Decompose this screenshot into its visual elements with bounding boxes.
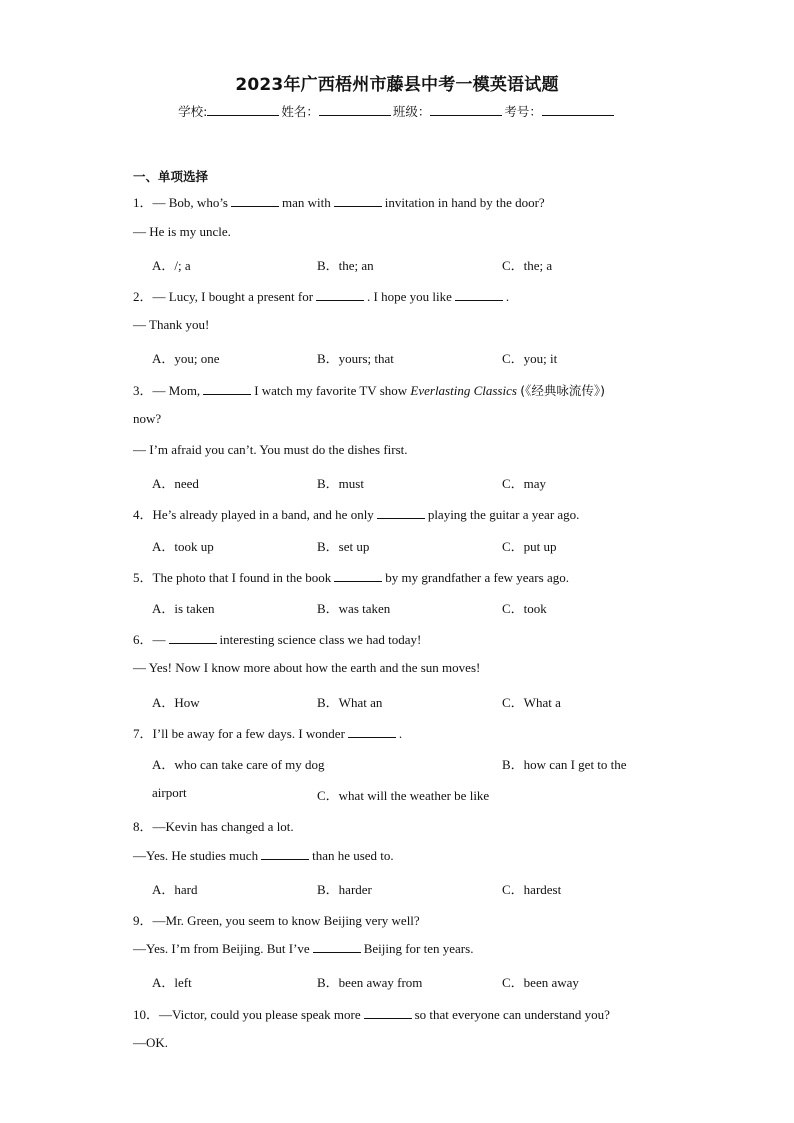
question-text: — — [152, 632, 166, 647]
option-c[interactable]: C．may — [502, 476, 547, 491]
number-label: 考号： — [504, 104, 542, 119]
question-number: 10． — [133, 1007, 160, 1022]
school-blank[interactable] — [207, 103, 279, 116]
question-text: — Lucy, I bought a present for — [152, 289, 314, 304]
question-9-line-1 — [133, 910, 420, 929]
question-text: . I hope you like — [367, 289, 452, 304]
question-text: —Victor, could you please speak more — [159, 1007, 361, 1022]
question-2-line-1 — [133, 286, 509, 305]
option-b[interactable]: B．was taken — [317, 601, 391, 616]
question-9-line-2 — [133, 941, 473, 957]
question-5-line-1 — [133, 567, 569, 586]
question-2-line-2: — Thank you! — [133, 317, 210, 332]
student-info-line — [0, 102, 794, 120]
question-text: so that everyone can understand you? — [414, 1007, 610, 1022]
page-title: 2023年广西梧州市藤县中考一模英语试题 — [235, 75, 559, 95]
question-text: (《经典咏流传》) — [520, 383, 605, 398]
question-text: —Yes. He studies much — [133, 848, 259, 863]
option-c[interactable]: C．took — [502, 601, 547, 616]
name-label: 姓名： — [281, 104, 319, 119]
question-text: I’ll be away for a few days. I wonder — [152, 726, 345, 741]
question-text: . — [505, 289, 510, 304]
question-text: Beijing for ten years. — [363, 941, 474, 956]
option-b[interactable]: B．What an — [317, 695, 383, 710]
question-text: — Bob, who’s — [152, 195, 228, 210]
answer-blank[interactable] — [261, 848, 309, 860]
question-6-line-2: — Yes! Now I know more about how the earth and the sun moves! — [133, 660, 481, 675]
question-number: 8． — [133, 819, 153, 834]
question-3-line-2: now? — [133, 411, 162, 426]
answer-blank[interactable] — [334, 570, 382, 582]
question-10-line-1 — [133, 1004, 610, 1023]
question-text: — Mom, — [152, 383, 201, 398]
option-c[interactable]: C．What a — [502, 695, 561, 710]
question-number: 1． — [133, 195, 153, 210]
option-b[interactable]: B．must — [317, 476, 364, 491]
option-c[interactable]: C．put up — [502, 539, 557, 554]
question-text: I watch my favorite TV show — [254, 383, 408, 398]
question-text: . — [398, 726, 403, 741]
question-10-line-2: —OK. — [133, 1035, 169, 1050]
class-blank[interactable] — [430, 103, 502, 116]
question-text: by my grandfather a few years ago. — [385, 570, 569, 585]
question-text: man with — [282, 195, 331, 210]
school-label: 学校: — [178, 104, 208, 119]
question-text: interesting science class we had today! — [219, 632, 422, 647]
question-6-line-1 — [133, 629, 421, 648]
question-text: He’s already played in a band, and he only — [152, 507, 374, 522]
question-text: —Yes. I’m from Beijing. But I’ve — [133, 941, 310, 956]
option-c[interactable]: C．you; it — [502, 351, 558, 366]
number-blank[interactable] — [542, 103, 614, 116]
option-a[interactable]: A．/; a — [152, 258, 191, 273]
question-number: 4． — [133, 507, 153, 522]
option-a[interactable]: A．took up — [152, 539, 214, 554]
question-number: 6． — [133, 632, 153, 647]
option-b[interactable]: B．the; an — [317, 258, 374, 273]
option-b-continued[interactable]: airport — [152, 785, 187, 800]
answer-blank[interactable] — [455, 289, 503, 301]
answer-blank[interactable] — [231, 195, 279, 207]
question-3-line-1 — [133, 380, 605, 399]
name-blank[interactable] — [319, 103, 391, 116]
question-1-line-2: — He is my uncle. — [133, 224, 231, 239]
question-7-line-1 — [133, 723, 402, 742]
question-8-line-2 — [133, 848, 394, 864]
question-text: invitation in hand by the door? — [384, 195, 545, 210]
question-3-line-3: — I’m afraid you can’t. You must do the dishes first. — [133, 442, 408, 457]
option-b[interactable]: B．yours; that — [317, 351, 394, 366]
option-b[interactable]: B．set up — [317, 539, 370, 554]
answer-blank[interactable] — [169, 632, 217, 644]
question-text: than he used to. — [312, 848, 394, 863]
option-b[interactable]: B．harder — [317, 882, 372, 897]
option-b[interactable]: B．how can I get to the — [502, 757, 627, 772]
question-8-line-1 — [133, 816, 294, 835]
option-a[interactable]: A．is taken — [152, 601, 215, 616]
question-number: 7． — [133, 726, 153, 741]
question-number: 2． — [133, 289, 153, 304]
question-4-line-1 — [133, 504, 579, 523]
option-a[interactable]: A．left — [152, 975, 192, 990]
answer-blank[interactable] — [313, 941, 361, 953]
question-1-line-1 — [133, 192, 545, 211]
answer-blank[interactable] — [316, 289, 364, 301]
answer-blank[interactable] — [364, 1007, 412, 1019]
option-a[interactable]: A．who can take care of my dog — [152, 757, 325, 772]
option-c[interactable]: C．what will the weather be like — [317, 788, 490, 803]
option-a[interactable]: A．hard — [152, 882, 198, 897]
answer-blank[interactable] — [348, 726, 396, 738]
option-b[interactable]: B．been away from — [317, 975, 423, 990]
class-label: 班级： — [392, 104, 431, 119]
question-text: —Mr. Green, you seem to know Beijing very well? — [152, 913, 420, 928]
answer-blank[interactable] — [334, 195, 382, 207]
option-a[interactable]: A．you; one — [152, 351, 220, 366]
option-a[interactable]: A．need — [152, 476, 199, 491]
question-text: The photo that I found in the book — [152, 570, 332, 585]
question-text: —Kevin has changed a lot. — [152, 819, 294, 834]
question-text: playing the guitar a year ago. — [427, 507, 580, 522]
question-number: 9． — [133, 913, 153, 928]
show-title: Everlasting Classics — [410, 383, 517, 398]
answer-blank[interactable] — [203, 383, 251, 395]
section-title: 一、单项选择 — [133, 169, 209, 184]
option-c[interactable]: C．been away — [502, 975, 579, 990]
question-number: 5． — [133, 570, 153, 585]
question-number: 3． — [133, 383, 153, 398]
answer-blank[interactable] — [377, 507, 425, 519]
option-a[interactable]: A．How — [152, 695, 200, 710]
option-c[interactable]: C．the; a — [502, 258, 553, 273]
option-c[interactable]: C．hardest — [502, 882, 562, 897]
